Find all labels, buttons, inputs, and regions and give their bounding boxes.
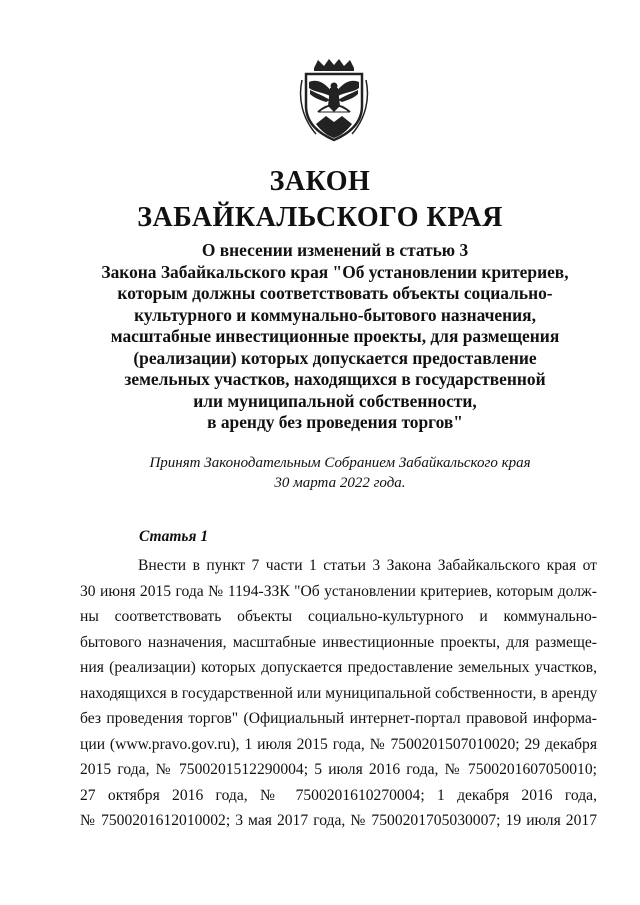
article-line: ны соответствовать объекты социально-культурного и коммунально-	[80, 608, 597, 625]
adoption-note-date: 30 марта 2022 года.	[274, 475, 406, 491]
subtitle-line: в аренду без проведения торгов"	[207, 412, 463, 432]
crown-base	[314, 68, 354, 71]
eagle-head	[331, 83, 338, 90]
subtitle-line: земельных участков, находящихся в государственной	[124, 369, 546, 389]
article-heading: Статья 1	[139, 528, 209, 545]
article-line: ния (реализации) которых допускается предоставление земельных участков,	[80, 659, 597, 676]
article-line: без проведения торгов" (Официальный интернет-портал правовой информа-	[80, 710, 597, 727]
article-line: 2015 года, № 7500201512290004; 5 июля 2016 года, № 7500201607050010;	[80, 761, 597, 778]
coat-of-arms-graphic	[296, 58, 372, 142]
crown-shape	[314, 59, 354, 68]
article-line: ции (www.pravo.gov.ru), 1 июля 2015 года, № 7500201507010020; 29 декабря	[80, 735, 597, 753]
adoption-note-line1: Принят Законодательным Собранием Забайкальского края	[149, 455, 531, 471]
article-line: 30 июня 2015 года № 1194-ЗЗК "Об установлении критериев, которым долж-	[80, 582, 597, 600]
law-subtitle	[60, 240, 610, 434]
article-line: находящихся в государственной или муниципальной собственности, в аренду	[80, 684, 598, 702]
subtitle-line: или муниципальной собственности,	[193, 390, 477, 411]
subtitle-line: Закона Забайкальского края "Об установлении критериев,	[101, 261, 569, 282]
subtitle-line: масштабные инвестиционные проекты, для размещения	[110, 326, 560, 346]
coat-of-arms-icon	[296, 58, 372, 142]
article-line: 27 октября 2016 года, № 7500201610270004; 1 декабря 2016 года,	[80, 786, 597, 804]
subtitle-line: О внесении изменений в статью 3	[201, 240, 469, 260]
adoption-note	[80, 453, 600, 493]
subtitle-line: (реализации) которых допускается предоставление	[133, 347, 537, 368]
subtitle-line: культурного и коммунально-бытового назначения,	[134, 304, 536, 325]
article-body	[80, 553, 597, 834]
article-line: Внести в пункт 7 части 1 статьи 3 Закона Забайкальского края от	[138, 557, 597, 574]
article-line: № 7500201612010002; 3 мая 2017 года, № 7500201705030007; 19 июля 2017	[80, 812, 597, 829]
law-title-line1: ЗАКОН	[269, 166, 371, 197]
law-title-line2: ЗАБАЙКАЛЬСКОГО КРАЯ	[137, 202, 503, 233]
subtitle-line: которым должны соответствовать объекты социально-	[117, 283, 553, 303]
article-line: бытового назначения, масштабные инвестиционные проекты, для размеще-	[80, 633, 597, 651]
